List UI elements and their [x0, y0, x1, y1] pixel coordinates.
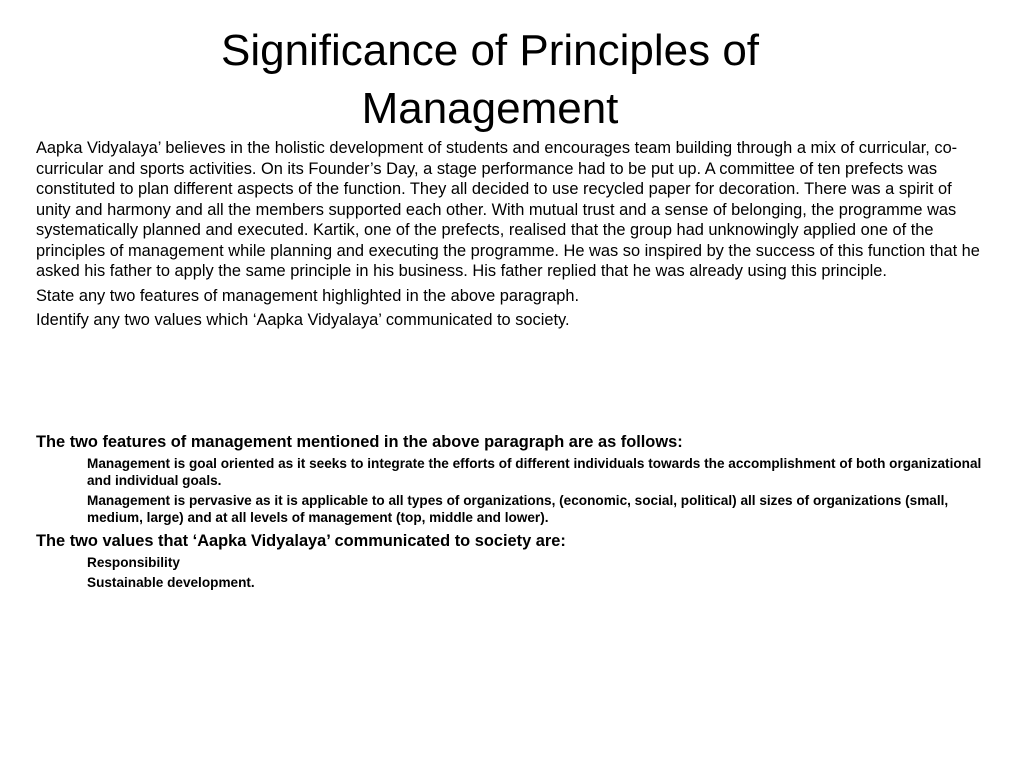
value-item: Sustainable development. [87, 575, 255, 590]
question-1: State any two features of management highlighted in the above paragraph. [36, 286, 580, 305]
case-paragraph: Aapka Vidyalaya’ believes in the holistic development of students and encourages team building through a mix of curricular, co-curricular and sports activities. On its Founder’s Day, a stage performance had to be put up. A committee of ten prefects was constituted to plan different aspects of the function. They all decided to use recycled paper for decoration. There was a spirit of unity and harmony and all the members supported each other. With mutual trust and a sense of belonging, the programme was systematically planned and executed. Kartik, one of the prefects, realised that the group had unknowingly applied one of the principles of management while planning and executing the programme. He was so inspired by the success of this function that he asked his father to apply the same principle in his business. His father replied that he was already using this principle. [36, 139, 980, 280]
values-heading: The two values that ‘Aapka Vidyalaya’ communicated to society are: [36, 532, 566, 550]
value-item: Responsibility [87, 555, 180, 570]
features-heading: The two features of management mentioned in the above paragraph are as follows: [36, 433, 683, 451]
slide-title: Significance of Principles of Management [220, 26, 760, 133]
question-block [36, 138, 986, 331]
question-2: Identify any two values which ‘Aapka Vidyalaya’ communicated to society. [36, 311, 570, 329]
feature-item: Management is goal oriented as it seeks to integrate the efforts of different individuals towards the accomplishment of both organizational and individual goals. [87, 456, 982, 488]
answer-block [36, 432, 986, 591]
feature-item: Management is pervasive as it is applicable to all types of organizations, (economic, social, political) all sizes of organizations (small, medium, large) and at all levels of management (top, middle and lower). [87, 493, 949, 525]
